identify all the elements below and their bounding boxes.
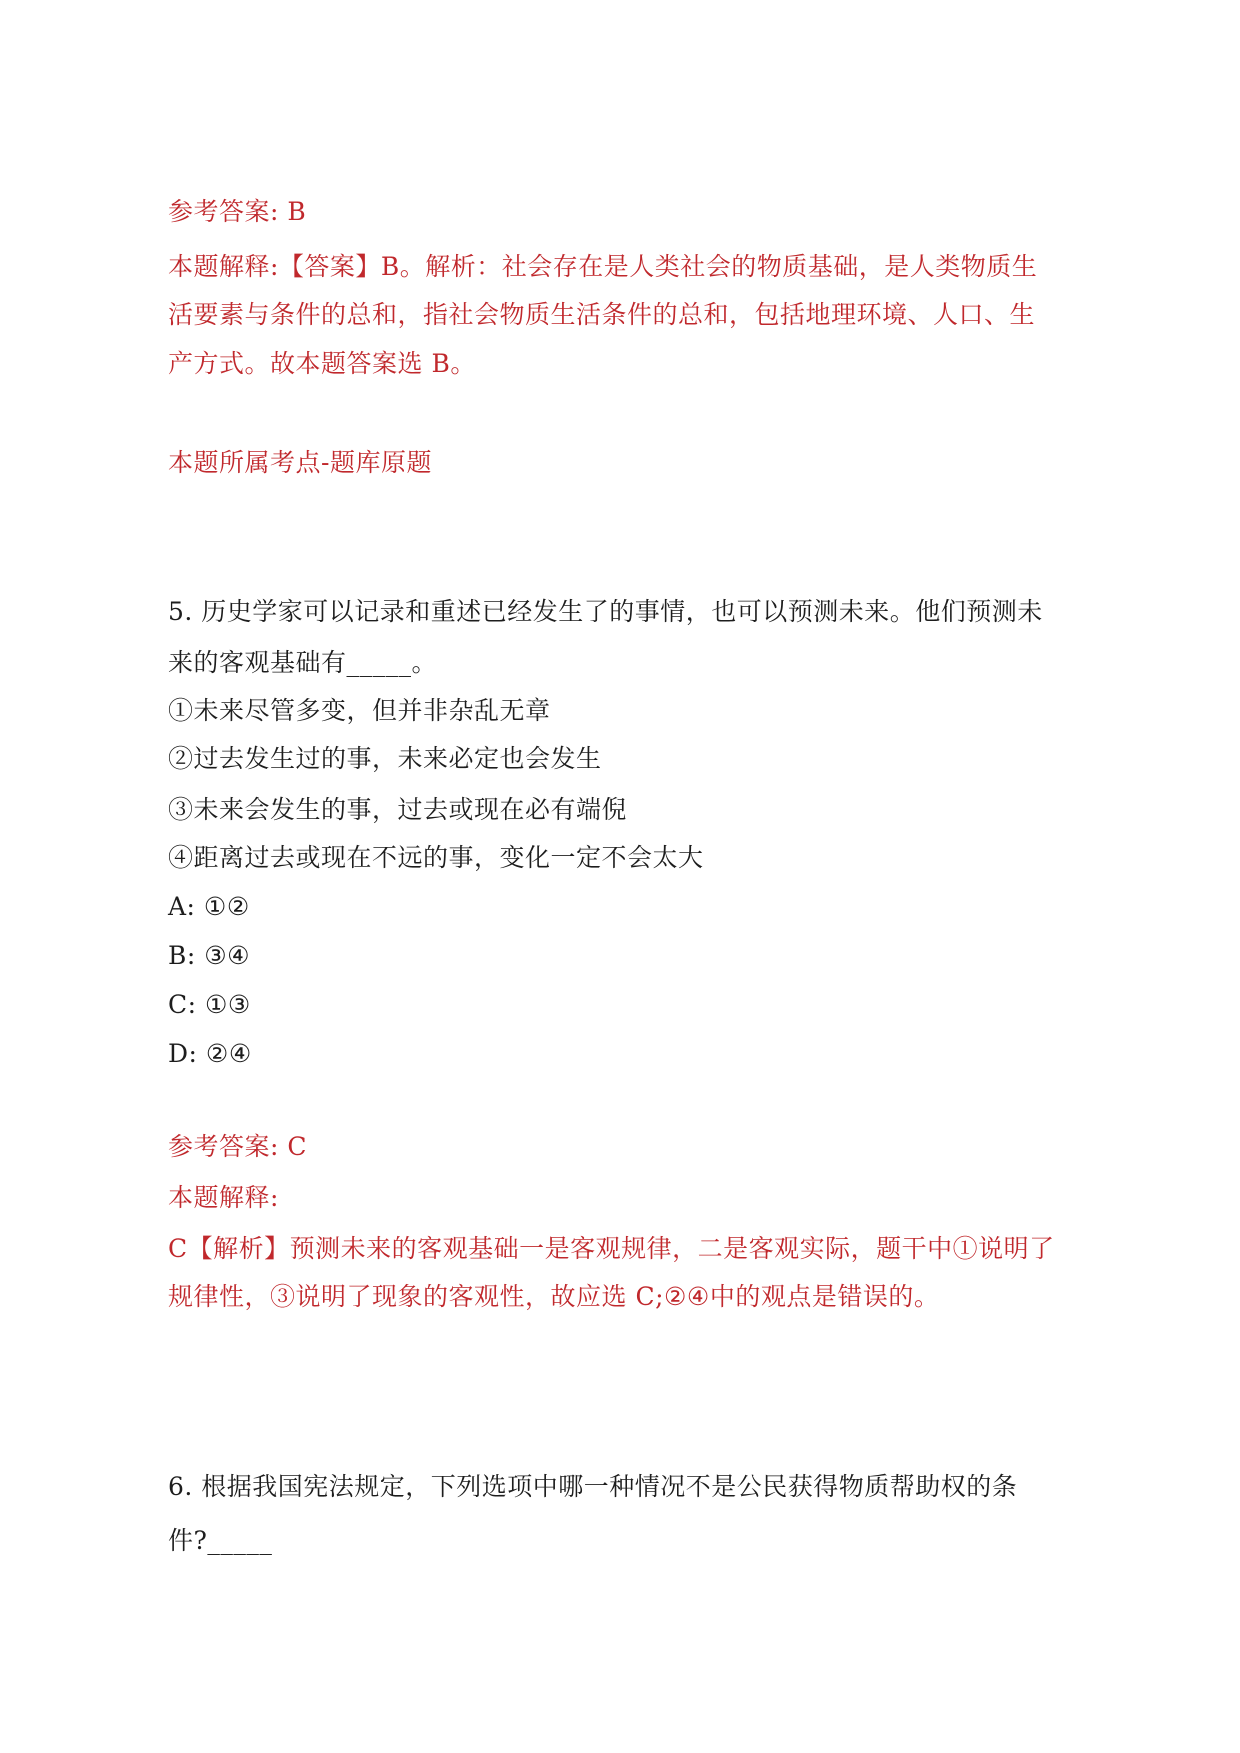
q5-explanation-line-1: C【解析】预测未来的客观基础一是客观规律，二是客观实际，题干中①说明了 xyxy=(168,1234,1055,1263)
q5-statement-1: ①未来尽管多变，但并非杂乱无章 xyxy=(168,696,551,725)
q4-explanation-line-1: 本题解释:【答案】B。解析：社会存在是人类社会的物质基础，是人类物质生 xyxy=(168,252,1038,281)
q5-statement-4: ④距离过去或现在不远的事，变化一定不会太大 xyxy=(168,843,704,872)
q6-stem-line-2: 件?_____ xyxy=(168,1526,273,1555)
q5-explanation-line-2: 规律性，③说明了现象的客观性，故应选 C;②④中的观点是错误的。 xyxy=(168,1282,940,1311)
q5-reference-answer: 参考答案: C xyxy=(168,1132,307,1161)
q5-stem-line-1: 5. 历史学家可以记录和重述已经发生了的事情，也可以预测未来。他们预测未 xyxy=(168,597,1043,626)
q4-explanation-line-3: 产方式。故本题答案选 B。 xyxy=(168,349,476,378)
q5-option-b: B: ③④ xyxy=(168,941,251,970)
q5-option-a: A: ①② xyxy=(168,892,250,921)
q4-category-label: 本题所属考点-题库原题 xyxy=(168,448,432,477)
q6-stem-line-1: 6. 根据我国宪法规定，下列选项中哪一种情况不是公民获得物质帮助权的条 xyxy=(168,1472,1018,1501)
q4-reference-answer: 参考答案: B xyxy=(168,197,307,226)
q5-stem-line-2: 来的客观基础有_____。 xyxy=(168,648,438,677)
q5-explanation-label: 本题解释: xyxy=(168,1183,279,1212)
q5-statement-2: ②过去发生过的事，未来必定也会发生 xyxy=(168,744,602,773)
q5-option-c: C: ①③ xyxy=(168,990,251,1019)
q5-option-d: D: ②④ xyxy=(168,1039,252,1068)
q4-explanation-line-2: 活要素与条件的总和，指社会物质生活条件的总和，包括地理环境、人口、生 xyxy=(168,300,1036,329)
q5-statement-3: ③未来会发生的事，过去或现在必有端倪 xyxy=(168,795,628,824)
